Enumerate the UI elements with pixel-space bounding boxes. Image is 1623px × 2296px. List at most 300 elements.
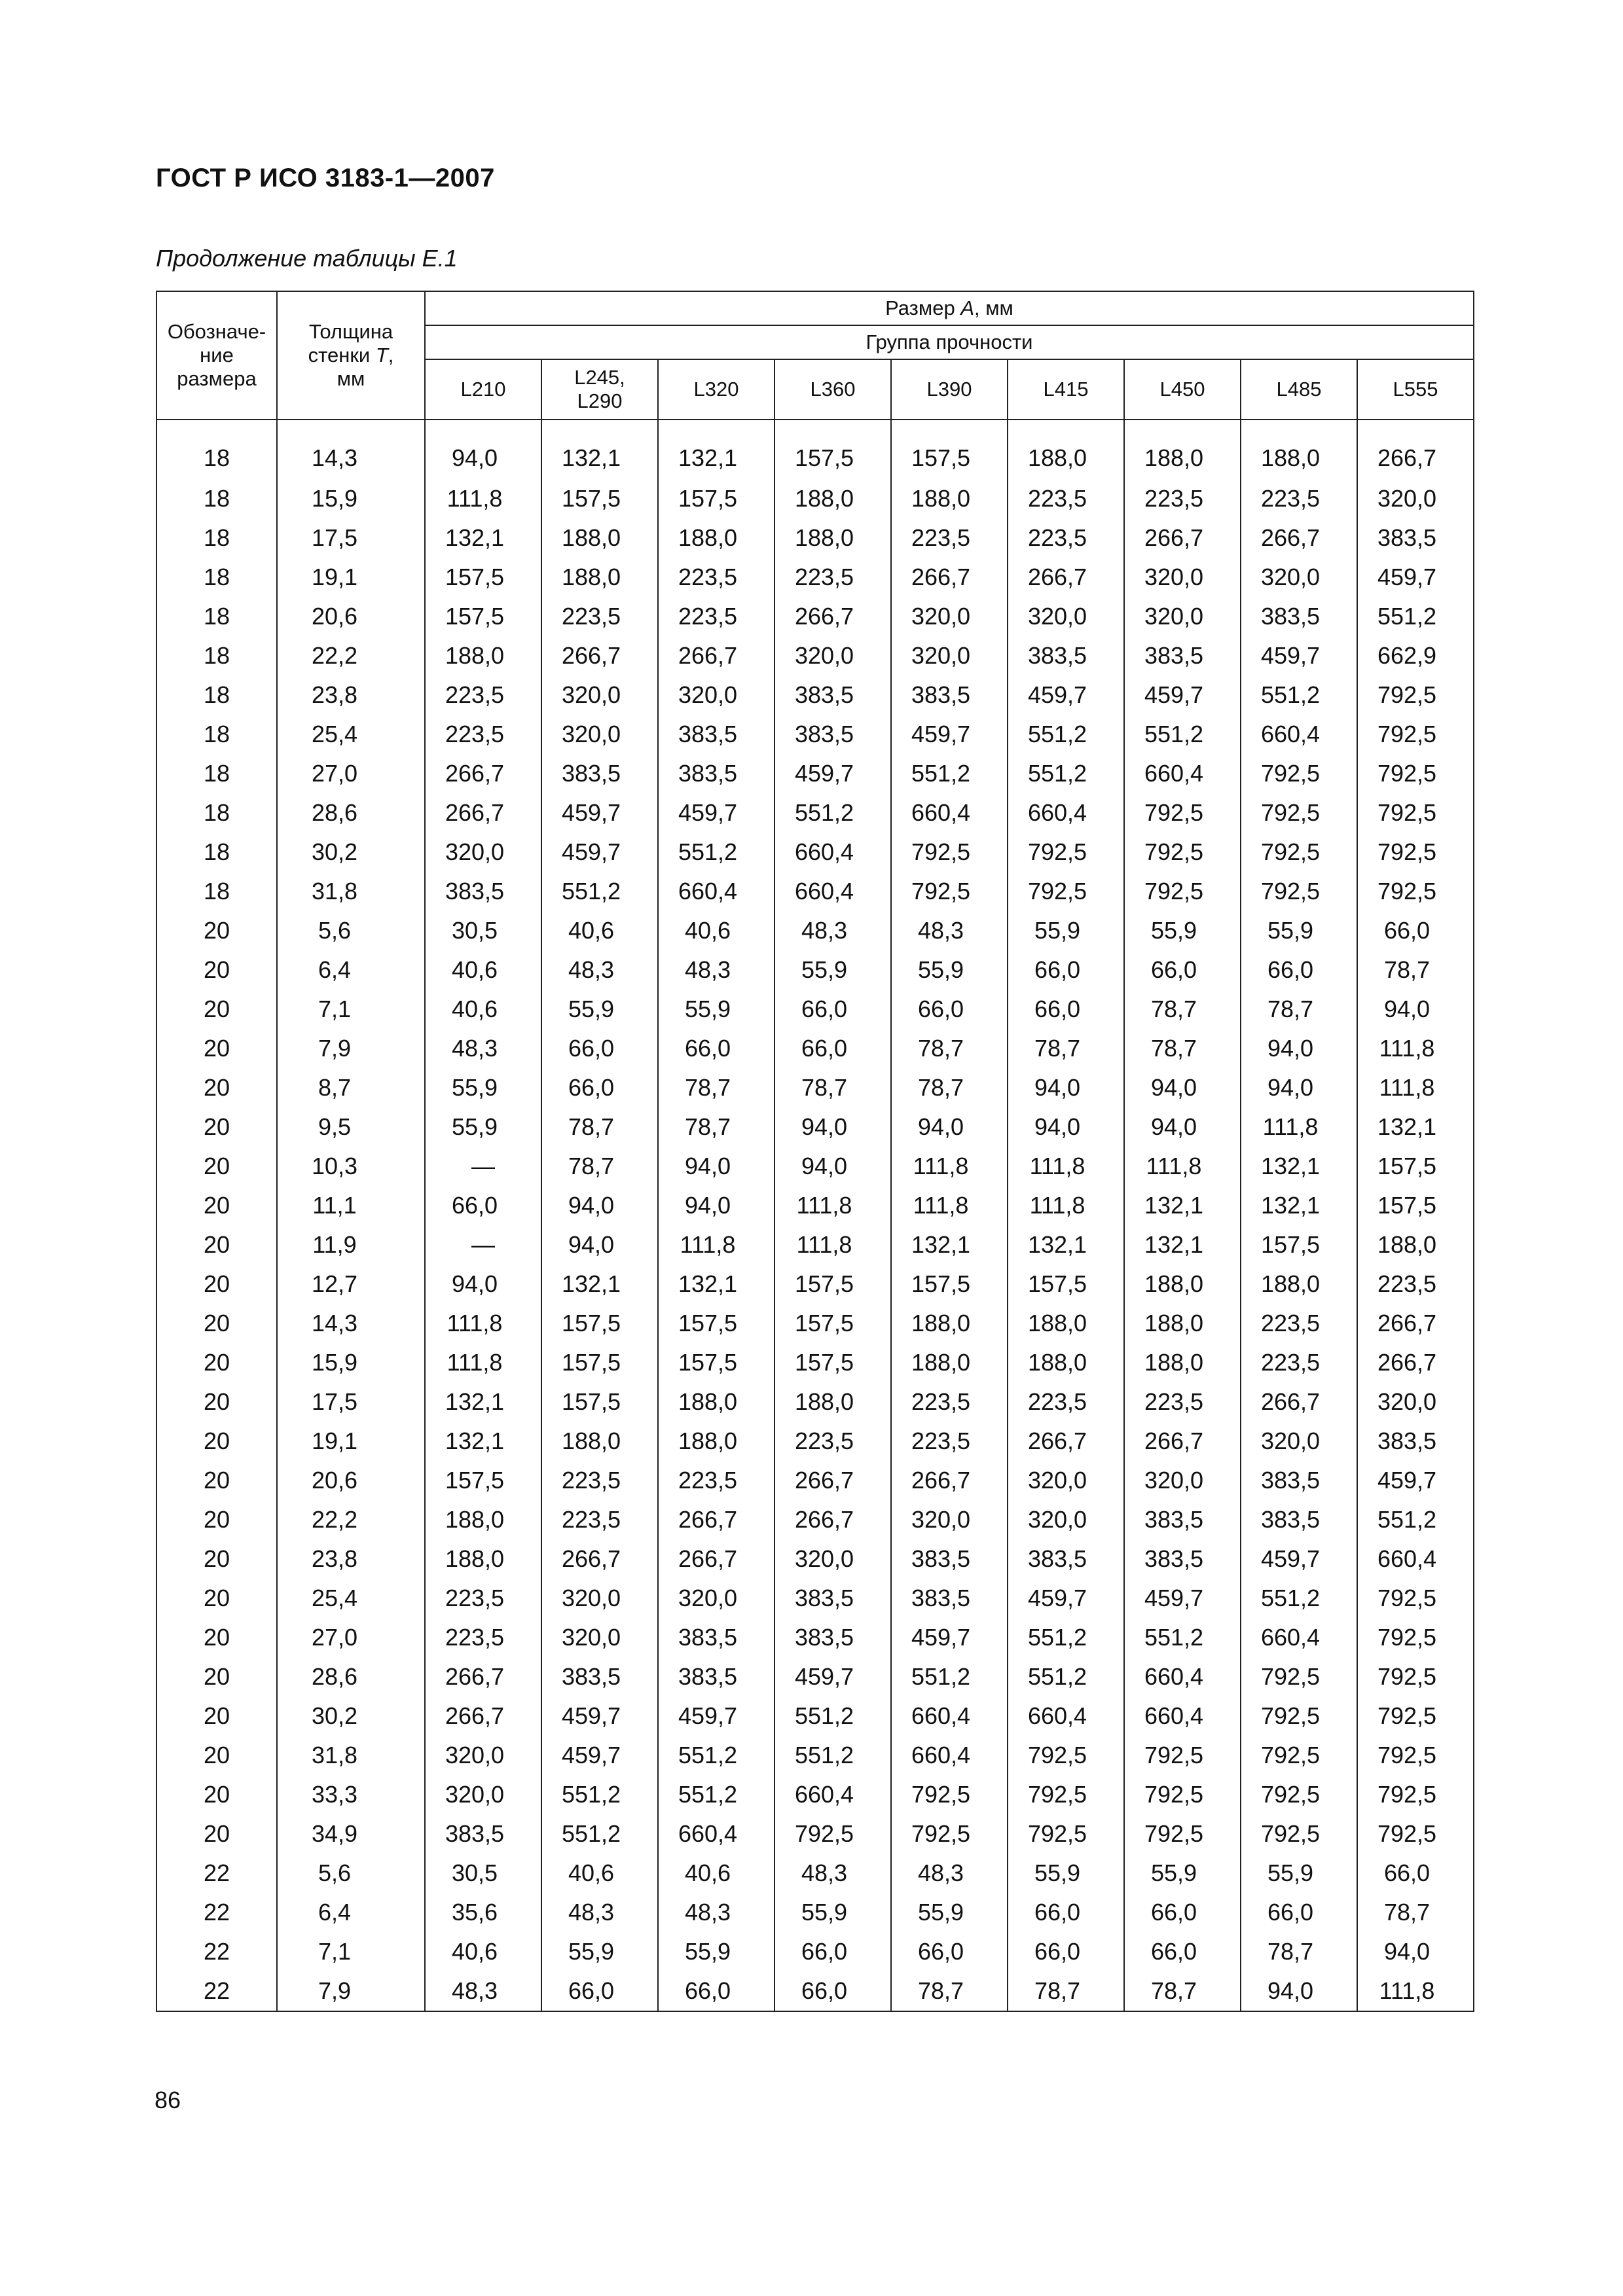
cell-dimension-value: 266,7	[775, 1500, 891, 1539]
cell-wall-thickness: 5,6	[277, 911, 425, 950]
cell-wall-thickness: 11,1	[277, 1186, 425, 1225]
cell-dimension-value: 223,5	[425, 675, 541, 715]
cell-dimension-value: 459,7	[1124, 675, 1241, 715]
table-row	[156, 1579, 1474, 1618]
cell-wall-thickness: 23,8	[277, 675, 425, 715]
cell-dimension-value: 459,7	[1008, 675, 1124, 715]
cell-dimension-value: 94,0	[1008, 1107, 1124, 1147]
cell-dimension-value: 55,9	[425, 1107, 541, 1147]
cell-dimension-value: 383,5	[1357, 518, 1474, 558]
cell-dimension-value: 188,0	[658, 1422, 775, 1461]
cell-size-designation: 18	[156, 558, 277, 597]
cell-wall-thickness: 8,7	[277, 1068, 425, 1107]
cell-dimension-value: 94,0	[775, 1147, 891, 1186]
cell-dimension-value: 66,0	[1357, 911, 1474, 950]
cell-size-designation: 20	[156, 1068, 277, 1107]
cell-dimension-value: 78,7	[891, 1971, 1008, 2011]
cell-dimension-value: 792,5	[1357, 1814, 1474, 1854]
table-row	[156, 1893, 1474, 1932]
cell-dimension-value: 35,6	[425, 1893, 541, 1932]
table-row	[156, 1775, 1474, 1814]
cell-size-designation: 18	[156, 715, 277, 754]
cell-dimension-value: 660,4	[658, 872, 775, 911]
cell-wall-thickness: 31,8	[277, 872, 425, 911]
cell-dimension-value: 188,0	[1241, 1265, 1357, 1304]
cell-dimension-value: 157,5	[541, 479, 658, 518]
table-row	[156, 1539, 1474, 1579]
cell-wall-thickness: 7,9	[277, 1971, 425, 2011]
cell-dimension-value: 223,5	[1357, 1265, 1474, 1304]
cell-dimension-value: 111,8	[1357, 1029, 1474, 1068]
cell-dimension-value: 30,5	[425, 911, 541, 950]
cell-dimension-value: 266,7	[1241, 1382, 1357, 1422]
cell-dimension-value: 792,5	[1357, 872, 1474, 911]
cell-dimension-value: 55,9	[1241, 911, 1357, 950]
cell-dimension-value: 94,0	[775, 1107, 891, 1147]
cell-dimension-value: 792,5	[1241, 754, 1357, 793]
cell-dimension-value: 66,0	[1008, 990, 1124, 1029]
cell-dimension-value: 55,9	[1241, 1854, 1357, 1893]
cell-dimension-value: 792,5	[1357, 793, 1474, 833]
cell-dimension-value: 792,5	[1241, 1657, 1357, 1696]
cell-dimension-value: 132,1	[1241, 1186, 1357, 1225]
cell-dimension-value: 111,8	[425, 479, 541, 518]
cell-dimension-value: 55,9	[658, 1932, 775, 1971]
cell-dimension-value: 383,5	[1008, 636, 1124, 675]
cell-dimension-value: 459,7	[1241, 1539, 1357, 1579]
cell-size-designation: 20	[156, 1775, 277, 1814]
cell-dimension-value: 94,0	[1124, 1068, 1241, 1107]
cell-dimension-value: 383,5	[1008, 1539, 1124, 1579]
cell-wall-thickness: 23,8	[277, 1539, 425, 1579]
cell-dimension-value: 66,0	[658, 1971, 775, 2011]
cell-dimension-value: 266,7	[775, 597, 891, 636]
cell-dimension-value: 132,1	[425, 518, 541, 558]
cell-dimension-value: 188,0	[891, 1343, 1008, 1382]
table-row	[156, 1500, 1474, 1539]
cell-dimension-value: 78,7	[658, 1068, 775, 1107]
header-dimension-a: Размер А, мм	[425, 291, 1474, 325]
table-row	[156, 1147, 1474, 1186]
cell-dimension-value: 792,5	[1008, 833, 1124, 872]
cell-dimension-value: 132,1	[891, 1225, 1008, 1265]
cell-dimension-value: 266,7	[541, 1539, 658, 1579]
cell-size-designation: 20	[156, 1539, 277, 1579]
cell-dimension-value: 320,0	[1008, 1461, 1124, 1500]
cell-dimension-value: 48,3	[891, 911, 1008, 950]
cell-dimension-value: 383,5	[658, 1618, 775, 1657]
table-row	[156, 1422, 1474, 1461]
cell-dimension-value: 792,5	[1357, 675, 1474, 715]
cell-wall-thickness: 10,3	[277, 1147, 425, 1186]
cell-dimension-value: 111,8	[1008, 1147, 1124, 1186]
cell-dimension-value: 55,9	[891, 950, 1008, 990]
cell-dimension-value: 266,7	[658, 1539, 775, 1579]
cell-dimension-value: 223,5	[1124, 1382, 1241, 1422]
cell-dimension-value: 266,7	[1241, 518, 1357, 558]
cell-wall-thickness: 7,1	[277, 990, 425, 1029]
table-row	[156, 1971, 1474, 2011]
cell-dimension-value: 94,0	[1124, 1107, 1241, 1147]
cell-size-designation: 20	[156, 1422, 277, 1461]
cell-dimension-value: 223,5	[891, 1382, 1008, 1422]
cell-dimension-value: 78,7	[1124, 1971, 1241, 2011]
cell-wall-thickness: 7,9	[277, 1029, 425, 1068]
cell-dimension-value: 383,5	[775, 1579, 891, 1618]
header-grade: L360	[775, 359, 891, 420]
cell-dimension-value: 157,5	[425, 597, 541, 636]
cell-dimension-value: 459,7	[658, 1696, 775, 1736]
cell-dimension-value: 111,8	[891, 1186, 1008, 1225]
cell-dimension-value: 111,8	[891, 1147, 1008, 1186]
cell-dimension-value: 66,0	[1008, 1932, 1124, 1971]
cell-wall-thickness: 6,4	[277, 950, 425, 990]
table-row	[156, 636, 1474, 675]
cell-dimension-value: 660,4	[891, 1736, 1008, 1775]
cell-dimension-value: 188,0	[1008, 1343, 1124, 1382]
cell-dimension-value: 55,9	[775, 1893, 891, 1932]
cell-size-designation: 20	[156, 1461, 277, 1500]
cell-dimension-value: 266,7	[541, 636, 658, 675]
cell-dimension-value: 551,2	[775, 1736, 891, 1775]
cell-dimension-value: 266,7	[775, 1461, 891, 1500]
cell-dimension-value: 266,7	[1008, 558, 1124, 597]
cell-wall-thickness: 34,9	[277, 1814, 425, 1854]
cell-dimension-value: 223,5	[541, 1461, 658, 1500]
cell-dimension-value: 78,7	[775, 1068, 891, 1107]
cell-dimension-value: 66,0	[425, 1186, 541, 1225]
cell-dimension-value: 157,5	[541, 1343, 658, 1382]
cell-dimension-value: 40,6	[658, 911, 775, 950]
cell-dimension-value: 320,0	[1124, 558, 1241, 597]
cell-wall-thickness: 20,6	[277, 597, 425, 636]
cell-dimension-value: 66,0	[1241, 1893, 1357, 1932]
cell-dimension-value: 383,5	[658, 715, 775, 754]
cell-dimension-value: 157,5	[541, 1382, 658, 1422]
cell-dimension-value: 459,7	[1357, 1461, 1474, 1500]
table-row	[156, 754, 1474, 793]
cell-dimension-value: 55,9	[1008, 911, 1124, 950]
cell-dimension-value: 188,0	[1124, 1265, 1241, 1304]
table-row	[156, 1696, 1474, 1736]
cell-dimension-value: 792,5	[1241, 872, 1357, 911]
cell-dimension-value: 66,0	[541, 1971, 658, 2011]
cell-dimension-value: 188,0	[1357, 1225, 1474, 1265]
cell-dimension-value: 792,5	[1124, 833, 1241, 872]
cell-dimension-value: 66,0	[541, 1068, 658, 1107]
cell-dimension-value: 551,2	[891, 754, 1008, 793]
cell-dimension-value: 55,9	[425, 1068, 541, 1107]
cell-dimension-value: 157,5	[775, 1304, 891, 1343]
cell-dimension-value: 383,5	[658, 1657, 775, 1696]
cell-dimension-value: 111,8	[1241, 1107, 1357, 1147]
cell-dimension-value: 459,7	[541, 833, 658, 872]
cell-dimension-value: 792,5	[1241, 833, 1357, 872]
cell-size-designation: 22	[156, 1854, 277, 1893]
cell-dimension-value: 320,0	[425, 1775, 541, 1814]
table-row	[156, 1343, 1474, 1382]
cell-size-designation: 20	[156, 1265, 277, 1304]
cell-dimension-value: 132,1	[425, 1382, 541, 1422]
cell-dimension-value: 320,0	[1008, 1500, 1124, 1539]
table-row	[156, 1736, 1474, 1775]
header-strength-group: Группа прочности	[425, 325, 1474, 359]
cell-dimension-value: 320,0	[775, 1539, 891, 1579]
cell-dimension-value: 320,0	[1241, 558, 1357, 597]
cell-dimension-value: 223,5	[1008, 479, 1124, 518]
cell-wall-thickness: 25,4	[277, 715, 425, 754]
cell-dimension-value: 111,8	[1357, 1971, 1474, 2011]
cell-wall-thickness: 28,6	[277, 793, 425, 833]
cell-dimension-value: 551,2	[1008, 1657, 1124, 1696]
cell-dimension-value: 78,7	[891, 1029, 1008, 1068]
cell-dimension-value: 223,5	[1241, 479, 1357, 518]
cell-size-designation: 20	[156, 1186, 277, 1225]
cell-size-designation: 20	[156, 1382, 277, 1422]
cell-dimension-value: 792,5	[891, 872, 1008, 911]
cell-dimension-value: 94,0	[425, 1265, 541, 1304]
cell-dimension-value: 792,5	[891, 1814, 1008, 1854]
cell-dimension-value: 223,5	[425, 1618, 541, 1657]
cell-size-designation: 20	[156, 950, 277, 990]
cell-dimension-value: 383,5	[1241, 1461, 1357, 1500]
cell-dimension-value: 223,5	[541, 1500, 658, 1539]
cell-size-designation: 20	[156, 990, 277, 1029]
cell-size-designation: 18	[156, 833, 277, 872]
cell-dimension-value: 48,3	[891, 1854, 1008, 1893]
cell-dimension-value: 660,4	[1008, 793, 1124, 833]
cell-wall-thickness: 25,4	[277, 1579, 425, 1618]
cell-dimension-value: 66,0	[775, 1932, 891, 1971]
cell-dimension-value: 66,0	[891, 990, 1008, 1029]
cell-size-designation: 20	[156, 1343, 277, 1382]
cell-dimension-value: 551,2	[1241, 1579, 1357, 1618]
cell-dimension-value: 383,5	[1124, 1500, 1241, 1539]
table-caption: Продолжение таблицы Е.1	[156, 245, 458, 272]
cell-dimension-value: 188,0	[425, 636, 541, 675]
cell-dimension-value: 792,5	[1008, 1814, 1124, 1854]
cell-dimension-value: 223,5	[658, 1461, 775, 1500]
cell-dimension-value: 111,8	[425, 1304, 541, 1343]
cell-dimension-value: 320,0	[1124, 597, 1241, 636]
cell-dimension-value: 459,7	[1124, 1579, 1241, 1618]
cell-dimension-value: 266,7	[1124, 518, 1241, 558]
cell-dimension-value: 111,8	[775, 1225, 891, 1265]
cell-dimension-value: 223,5	[1124, 479, 1241, 518]
cell-wall-thickness: 30,2	[277, 1696, 425, 1736]
table-row	[156, 911, 1474, 950]
cell-size-designation: 22	[156, 1932, 277, 1971]
cell-dimension-value: 78,7	[1008, 1029, 1124, 1068]
cell-dimension-value: 55,9	[541, 1932, 658, 1971]
cell-dimension-value: 792,5	[1124, 1736, 1241, 1775]
cell-dimension-value: 188,0	[1124, 1343, 1241, 1382]
cell-dimension-value: 40,6	[541, 911, 658, 950]
cell-dimension-value: 132,1	[1124, 1186, 1241, 1225]
cell-wall-thickness: 30,2	[277, 833, 425, 872]
cell-dimension-value: 66,0	[775, 1971, 891, 2011]
cell-dimension-value: 188,0	[775, 479, 891, 518]
cell-wall-thickness: 9,5	[277, 1107, 425, 1147]
cell-dimension-value: 48,3	[775, 1854, 891, 1893]
cell-dimension-value: 223,5	[425, 715, 541, 754]
header-grade: L320	[658, 359, 775, 420]
cell-dimension-value: 157,5	[658, 1304, 775, 1343]
cell-dimension-value: 320,0	[1357, 1382, 1474, 1422]
header-size-designation: Обозначе- ние размера	[156, 291, 277, 420]
cell-wall-thickness: 22,2	[277, 1500, 425, 1539]
cell-dimension-value: 132,1	[658, 1265, 775, 1304]
cell-dimension-value: 662,9	[1357, 636, 1474, 675]
cell-wall-thickness: 14,3	[277, 420, 425, 479]
cell-dimension-value: 111,8	[1357, 1068, 1474, 1107]
cell-dimension-value: 94,0	[1241, 1029, 1357, 1068]
cell-size-designation: 20	[156, 1657, 277, 1696]
cell-dimension-value: 55,9	[1124, 1854, 1241, 1893]
cell-size-designation: 18	[156, 597, 277, 636]
cell-dimension-value: 132,1	[541, 420, 658, 479]
table-row	[156, 793, 1474, 833]
cell-dimension-value: 111,8	[1124, 1147, 1241, 1186]
page-number: 86	[155, 2087, 181, 2113]
cell-size-designation: 18	[156, 754, 277, 793]
cell-dimension-value: 792,5	[891, 1775, 1008, 1814]
cell-dimension-value: 48,3	[658, 950, 775, 990]
cell-dimension-value: 132,1	[1008, 1225, 1124, 1265]
cell-dimension-value: 320,0	[658, 675, 775, 715]
cell-dimension-value: 459,7	[541, 1696, 658, 1736]
cell-dimension-value: 383,5	[775, 1618, 891, 1657]
table-row	[156, 597, 1474, 636]
table-row	[156, 1461, 1474, 1500]
cell-dimension-value: 188,0	[658, 1382, 775, 1422]
cell-dimension-value: 459,7	[1241, 636, 1357, 675]
cell-dimension-value: 66,0	[891, 1932, 1008, 1971]
cell-dimension-value: 660,4	[775, 1775, 891, 1814]
cell-dimension-value: 383,5	[891, 675, 1008, 715]
cell-dimension-value: 792,5	[1241, 1736, 1357, 1775]
cell-wall-thickness: 15,9	[277, 479, 425, 518]
cell-dimension-value: 94,0	[658, 1147, 775, 1186]
cell-dimension-value: 383,5	[658, 754, 775, 793]
cell-dimension-value: 157,5	[541, 1304, 658, 1343]
header-grade: L450	[1124, 359, 1241, 420]
cell-dimension-value: 383,5	[1357, 1422, 1474, 1461]
cell-dimension-value: 66,0	[1241, 950, 1357, 990]
cell-dimension-value: 792,5	[1008, 872, 1124, 911]
cell-dimension-value: 792,5	[1124, 1814, 1241, 1854]
cell-dimension-value: 266,7	[1357, 1343, 1474, 1382]
pipe-dimension-table	[156, 291, 1474, 2012]
cell-dimension-value: 383,5	[1241, 1500, 1357, 1539]
cell-dimension-value: 48,3	[541, 950, 658, 990]
cell-size-designation: 20	[156, 1696, 277, 1736]
table-row	[156, 1932, 1474, 1971]
cell-dimension-value: 551,2	[1241, 675, 1357, 715]
cell-dimension-value: 459,7	[775, 1657, 891, 1696]
cell-dimension-value: 55,9	[541, 990, 658, 1029]
table-row	[156, 1854, 1474, 1893]
cell-dimension-value: 157,5	[1241, 1225, 1357, 1265]
cell-dimension-value: 223,5	[658, 597, 775, 636]
table-row	[156, 1186, 1474, 1225]
cell-size-designation: 18	[156, 420, 277, 479]
cell-dimension-value: 551,2	[1124, 715, 1241, 754]
cell-dimension-value: 66,0	[658, 1029, 775, 1068]
cell-dimension-value: 78,7	[1357, 1893, 1474, 1932]
cell-dimension-value: 551,2	[541, 1814, 658, 1854]
cell-dimension-value: 188,0	[775, 1382, 891, 1422]
cell-dimension-value: 660,4	[775, 872, 891, 911]
cell-dimension-value: 320,0	[1357, 479, 1474, 518]
cell-dimension-value: 157,5	[1357, 1147, 1474, 1186]
cell-dimension-value: 132,1	[658, 420, 775, 479]
cell-wall-thickness: 14,3	[277, 1304, 425, 1343]
cell-wall-thickness: 22,2	[277, 636, 425, 675]
cell-dimension-value: 40,6	[425, 950, 541, 990]
cell-dimension-value: 551,2	[775, 793, 891, 833]
cell-dimension-value: 660,4	[658, 1814, 775, 1854]
cell-dimension-value: 383,5	[775, 675, 891, 715]
cell-dimension-value: 792,5	[1357, 1736, 1474, 1775]
cell-dimension-value: 660,4	[1008, 1696, 1124, 1736]
cell-dimension-value: 55,9	[658, 990, 775, 1029]
cell-dimension-value: 266,7	[425, 1696, 541, 1736]
cell-dimension-value: 792,5	[1124, 793, 1241, 833]
cell-dimension-value: 459,7	[891, 1618, 1008, 1657]
cell-dimension-value: 157,5	[658, 1343, 775, 1382]
cell-dimension-value: 188,0	[425, 1500, 541, 1539]
cell-dimension-value: 551,2	[1357, 1500, 1474, 1539]
cell-dimension-value: 551,2	[1008, 754, 1124, 793]
cell-dimension-value: 188,0	[541, 558, 658, 597]
table-row	[156, 1618, 1474, 1657]
cell-dimension-value: 792,5	[1241, 1696, 1357, 1736]
table-row	[156, 1029, 1474, 1068]
table-row	[156, 420, 1474, 479]
cell-dimension-value: 792,5	[1357, 1579, 1474, 1618]
cell-dimension-value: 792,5	[775, 1814, 891, 1854]
cell-size-designation: 20	[156, 911, 277, 950]
cell-dimension-value: 792,5	[1357, 1696, 1474, 1736]
table-row	[156, 1657, 1474, 1696]
cell-dimension-value: 55,9	[1008, 1854, 1124, 1893]
cell-size-designation: 20	[156, 1225, 277, 1265]
cell-dimension-value: 266,7	[425, 754, 541, 793]
cell-size-designation: 20	[156, 1107, 277, 1147]
table-row	[156, 950, 1474, 990]
cell-wall-thickness: 33,3	[277, 1775, 425, 1814]
cell-dimension-value: 188,0	[891, 1304, 1008, 1343]
cell-dimension-value: 383,5	[891, 1579, 1008, 1618]
cell-wall-thickness: 6,4	[277, 1893, 425, 1932]
cell-dimension-value: 383,5	[1124, 636, 1241, 675]
cell-dimension-value: 188,0	[775, 518, 891, 558]
cell-dimension-value: 660,4	[1124, 754, 1241, 793]
cell-dimension-value: 459,7	[775, 754, 891, 793]
table-row	[156, 833, 1474, 872]
cell-dimension-value: 551,2	[1124, 1618, 1241, 1657]
cell-dimension-value: 55,9	[891, 1893, 1008, 1932]
cell-dimension-value: 223,5	[1241, 1343, 1357, 1382]
cell-dimension-value: 132,1	[1124, 1225, 1241, 1265]
cell-dimension-value: 188,0	[891, 479, 1008, 518]
cell-dimension-value: 792,5	[1241, 1814, 1357, 1854]
cell-dimension-value: 551,2	[658, 1775, 775, 1814]
header-grade: L415	[1008, 359, 1124, 420]
cell-dimension-value: 188,0	[541, 518, 658, 558]
cell-dimension-value: 320,0	[891, 1500, 1008, 1539]
